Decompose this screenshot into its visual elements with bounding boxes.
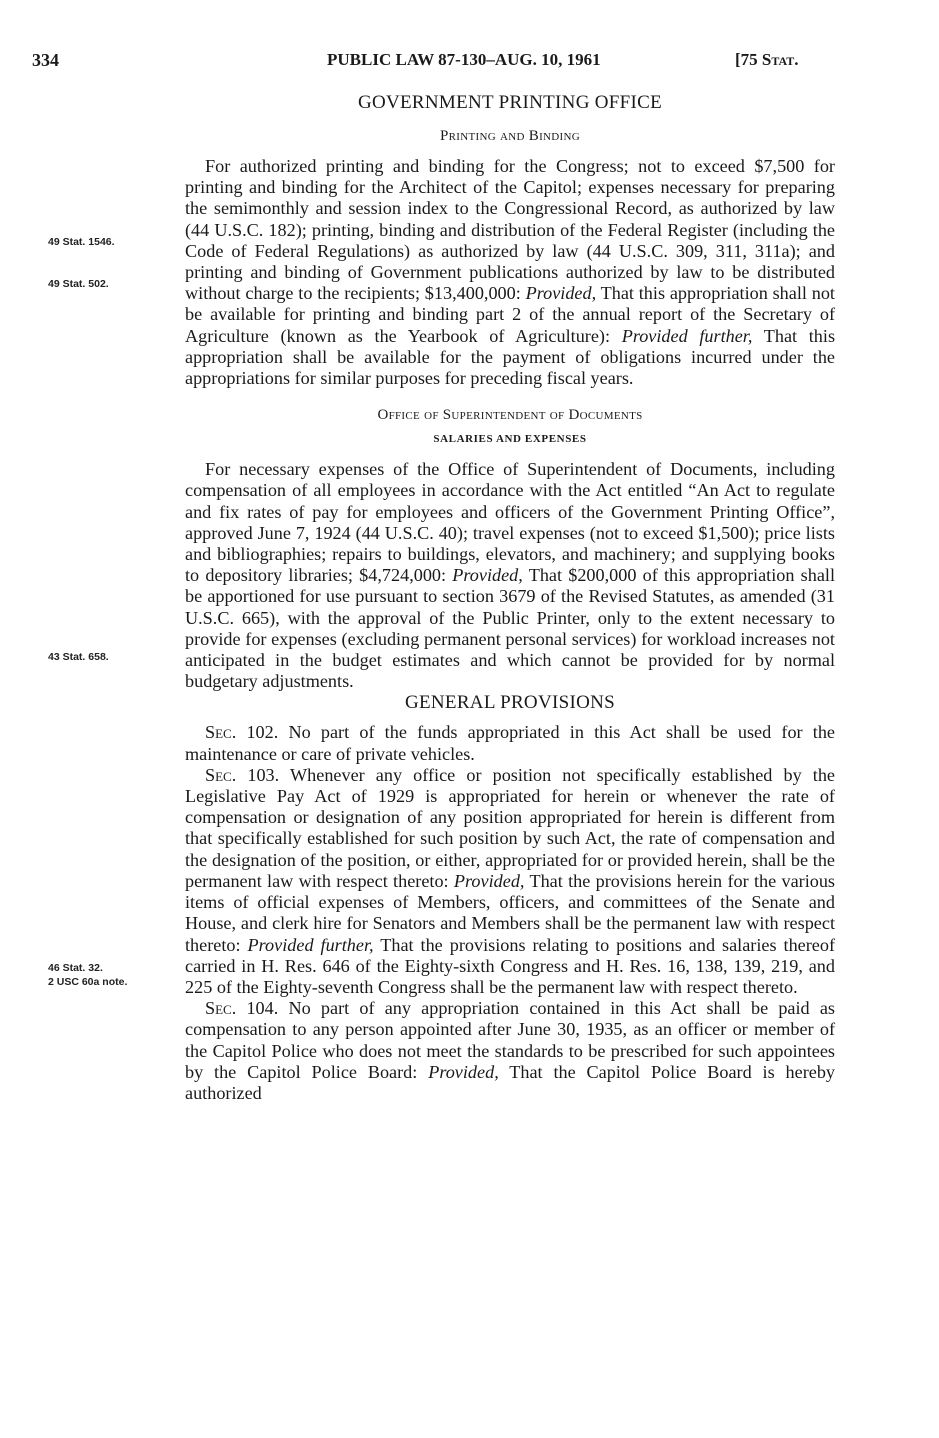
margin-note: 2 USC 60a note. <box>48 976 128 988</box>
page-number: 334 <box>32 50 59 70</box>
paragraph-sec-102: Sec. 102. No part of the funds appropriated in this Act shall be used for the maintenance or care of private vehicles. <box>185 722 836 764</box>
running-head <box>0 50 939 74</box>
margin-note: 49 Stat. 502. <box>48 278 109 290</box>
body-text <box>185 92 835 1104</box>
paragraph-sec-103: Sec. 103. Whenever any office or position not specifically established by the Legislative Pay Act of 1929 is appropriated for herein or whenever the rate of compensation or designation of any position appropriated for herein is different from that specifically established for such position by such Act, the rate of compensation and the designation of the position, or either, appropriated for or provided herein, shall be the permanent law with respect thereto: Provided, That the provisions herein for the various items of official expenses of Members, officers, and committees of the Senate and House, and clerk hire for Senators and Members shall be the permanent law with respect thereto: Provided further, That the provisions relating to positions and salaries thereof carried in H. Res. 646 of the Eighty-sixth Congress and H. Res. 16, 138, 139, 219, and 225 of the Eighty-seventh Congress shall be the permanent law with respect thereto. <box>185 764 836 997</box>
subsection-heading: Office of Superintendent of Documents <box>377 407 643 424</box>
subsection-heading: Printing and Binding <box>440 128 580 144</box>
section-heading: GOVERNMENT PRINTING OFFICE <box>357 92 663 113</box>
running-title: PUBLIC LAW 87-130–AUG. 10, 1961 <box>327 50 601 69</box>
section-heading: GENERAL PROVISIONS <box>404 692 615 714</box>
paragraph-sec-104: Sec. 104. No part of any appropriation contained in this Act shall be paid as compensation to any person appointed after June 30, 1935, as an officer or member of the Capitol Police who does not meet the standards to be prescribed for such appointees by the Capitol Police Board: Provided, That the Capitol Police Board is hereby authorized <box>185 998 836 1103</box>
margin-note: 46 Stat. 32. <box>48 962 103 974</box>
margin-note: 43 Stat. 658. <box>48 651 109 663</box>
minor-heading: SALARIES AND EXPENSES <box>433 433 587 446</box>
paragraph: For necessary expenses of the Office of Superintendent of Documents, including compensation of all employees in accordance with the Act entitled “An Act to regulate and fix rates of pay for employees and officers of the Government Printing Office”, approved June 7, 1924 (44 U.S.C. 40); travel expenses (not to exceed $1,500); price lists and bibliographies; repairs to buildings, elevators, and machinery; and supplying books to depository libraries; $4,724,000: Provided, That $200,000 of this appropriation shall be apportioned for use pursuant to section 3679 of the Revised Statutes, as amended (31 U.S.C. 665), with the approval of the Public Printer, only to the extent necessary to provide for expenses (excluding permanent personal services) for workload increases not anticipated in the budget estimates and which cannot be provided for by normal budgetary adjustments. <box>185 459 836 692</box>
paragraph: For authorized printing and binding for the Congress; not to exceed $7,500 for printing and binding for the Architect of the Capitol; expenses necessary for preparing the semimonthly and session index to the Congressional Record, as authorized by law (44 U.S.C. 182); printing, binding and distribution of the Federal Register (including the Code of Federal Regulations) as authorized by law (44 U.S.C. 309, 311, 311a); and printing and binding of Government publications authorized by law to be distributed without charge to the recipients; $13,400,000: Provided, That this appropriation shall not be available for printing and binding part 2 of the annual report of the Secretary of Agriculture (known as the Yearbook of Agriculture): Provided further, That this appropriation shall be available for the payment of obligations incurred under the appropriations for similar purposes for preceding fiscal years. <box>185 156 836 389</box>
stat-reference: [75 Stat. <box>735 50 799 69</box>
margin-note: 49 Stat. 1546. <box>48 236 115 248</box>
